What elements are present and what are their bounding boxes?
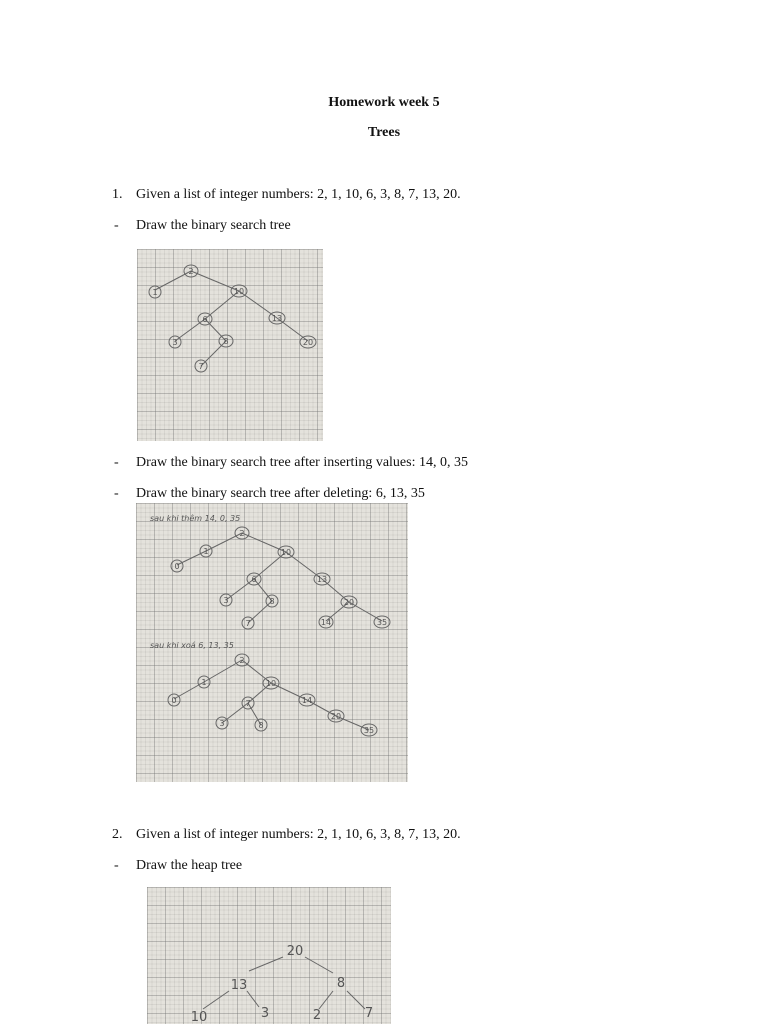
node: 10 (233, 287, 245, 296)
node: 2 (239, 529, 245, 538)
node: 13 (316, 575, 328, 584)
task-text: Draw the binary search tree after inserting values: 14, 0, 35 (136, 455, 468, 470)
node: 20 (343, 598, 355, 607)
node: 2 (188, 267, 194, 276)
page-subtitle: Trees (367, 125, 401, 140)
node: 6 (251, 575, 257, 584)
node: 8 (258, 721, 264, 730)
question-number: 1. (112, 187, 123, 202)
page-title: Homework week 5 (328, 95, 440, 110)
bullet: - (114, 486, 119, 501)
node: 0 (174, 562, 180, 571)
heap-node: 7 (364, 1006, 374, 1021)
node: 3 (172, 338, 178, 347)
node: 13 (271, 314, 283, 323)
node: 10 (280, 548, 292, 557)
node: 7 (245, 619, 251, 628)
node: 14 (301, 696, 313, 705)
heap-node: 20 (286, 944, 304, 959)
question-number: 2. (112, 827, 123, 842)
heap-drawing (147, 887, 391, 1024)
heap-node: 13 (230, 978, 248, 993)
heap-photo (147, 887, 391, 1024)
node: 20 (330, 712, 342, 721)
node: 1 (152, 288, 158, 297)
node: 8 (269, 597, 275, 606)
node: 7 (245, 699, 251, 708)
node: 3 (219, 719, 225, 728)
node: 3 (223, 596, 229, 605)
bst-modified-drawing (136, 503, 408, 782)
node: 35 (376, 618, 388, 627)
node: 6 (202, 315, 208, 324)
node: 2 (239, 656, 245, 665)
bst-photo (137, 249, 323, 441)
note-insert: sau khi thêm 14, 0, 35 (150, 514, 241, 523)
task-text: Draw the binary search tree after deleting: 6, 13, 35 (136, 486, 425, 501)
question-text: Given a list of integer numbers: 2, 1, 10, 6, 3, 8, 7, 13, 20. (136, 827, 461, 842)
node: 10 (265, 679, 277, 688)
bst-modified-photo (136, 503, 408, 782)
bullet: - (114, 455, 119, 470)
heap-node: 8 (336, 976, 346, 991)
bullet: - (114, 858, 119, 873)
heap-node: 2 (312, 1008, 322, 1023)
task-text: Draw the heap tree (136, 858, 243, 873)
bullet: - (114, 218, 119, 233)
node: 14 (320, 618, 332, 627)
node: 1 (201, 678, 207, 687)
heap-node: 10 (190, 1010, 208, 1024)
node: 1 (203, 547, 209, 556)
node: 35 (363, 726, 375, 735)
node: 20 (302, 338, 314, 347)
node: 7 (198, 362, 204, 371)
node: 0 (171, 696, 177, 705)
node: 8 (223, 337, 229, 346)
question-text: Given a list of integer numbers: 2, 1, 10, 6, 3, 8, 7, 13, 20. (136, 187, 461, 202)
task-text: Draw the binary search tree (136, 218, 291, 233)
heap-node: 3 (260, 1006, 270, 1021)
note-delete: sau khi xoá 6, 13, 35 (150, 641, 234, 650)
bst-drawing (137, 249, 323, 441)
